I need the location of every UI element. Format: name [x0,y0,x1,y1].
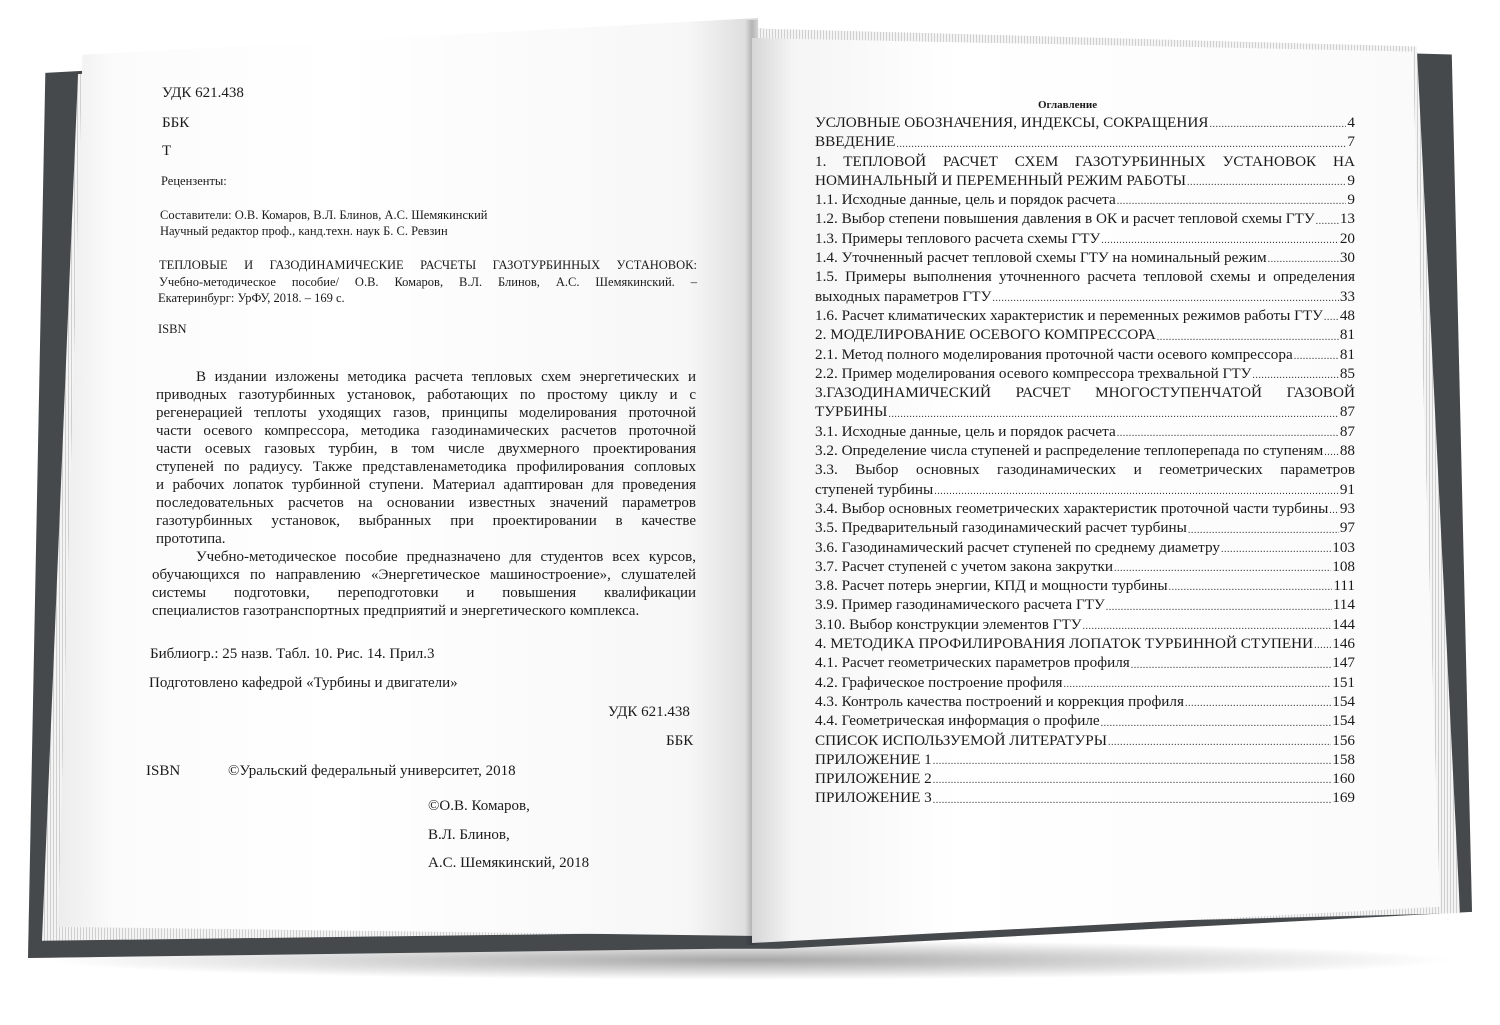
toc-item[interactable]: 3.5. Предварительный газодинамический расчет турбины ..... 97 [815,518,1355,537]
isbn-bottom: ISBN [146,763,181,779]
copyright-shemyakinsky: А.С. Шемякинский, 2018 [428,855,590,871]
toc-item[interactable]: выходных параметров ГТУ ..... 33 [815,287,1355,306]
toc-item[interactable]: ПРИЛОЖЕНИЕ 3 ..... 169 [815,788,1355,807]
t-letter: Т [162,143,172,159]
copyright-komarov: ©О.В. Комаров, [428,798,530,814]
toc-item[interactable]: УСЛОВНЫЕ ОБОЗНАЧЕНИЯ, ИНДЕКСЫ, СОКРАЩЕНИЯ ..... 4 [815,113,1355,132]
udk-top: УДК 621.438 [162,85,244,101]
book-title: ТЕПЛОВЫЕ И ГАЗОДИНАМИЧЕСКИЕ РАСЧЕТЫ ГАЗОТУРБИННЫХ УСТАНОВОК: [159,258,697,272]
toc-item[interactable]: 3.4. Выбор основных геометрических характеристик проточной части турбины ..... 93 [815,499,1355,518]
toc-item[interactable]: 1.1. Исходные данные, цель и порядок расчета ..... 9 [815,190,1355,209]
toc-item[interactable]: 4. МЕТОДИКА ПРОФИЛИРОВАНИЯ ЛОПАТОК ТУРБИННОЙ СТУПЕНИ ..... 146 [815,634,1355,653]
table-of-contents [815,113,1355,808]
toc-item[interactable]: 2.2. Пример моделирования осевого компрессора трехвальной ГТУ ..... 85 [815,364,1355,383]
book-imprint: Екатеринбург: УрФУ, 2018. – 169 с. [158,291,345,305]
toc-item[interactable]: 1.6. Расчет климатических характеристик и переменных режимов работы ГТУ ..... 48 [815,306,1355,325]
toc-item[interactable]: 3.6. Газодинамический расчет ступеней по среднему диаметру ..... 103 [815,538,1355,557]
toc-item[interactable]: 1.3. Примеры теплового расчета схемы ГТУ ..... 20 [815,229,1355,248]
abstract-line: Учебно-методическое пособие предназначено для студентов всех курсов, [196,549,696,565]
toc-item[interactable]: ступеней турбины ..... 91 [815,480,1355,499]
toc-item[interactable]: 3.ГАЗОДИНАМИЧЕСКИЙ РАСЧЕТ МНОГОСТУПЕНЧАТОЙ ГАЗОВОЙ [815,384,1355,402]
toc-item[interactable]: ПРИЛОЖЕНИЕ 2 ..... 160 [815,769,1355,788]
reviewers-label: Рецензенты: [161,174,227,188]
abstract-line: последовательных расчетов на основании известных значений параметров [156,495,696,511]
abstract-line: и рабочих лопаток турбинной ступени. Материал адаптирован для проведения [156,477,696,493]
abstract-line: приводных газотурбинных установок, работающих по простому циклу и с [156,387,696,403]
toc-item[interactable]: 2.1. Метод полного моделирования проточной части осевого компрессора ..... 81 [815,345,1355,364]
toc-item[interactable]: 2. МОДЕЛИРОВАНИЕ ОСЕВОГО КОМПРЕССОРА ..... 81 [815,325,1355,344]
biblio-line: Библиогр.: 25 назв. Табл. 10. Рис. 14. Прил.3 [150,646,435,662]
toc-item[interactable]: 1.4. Уточненный расчет тепловой схемы ГТУ на номинальный режим ..... 30 [815,248,1355,267]
abstract-line: части осевого компрессора, методика газодинамических расчетов проточной [156,423,696,439]
toc-item[interactable]: 4.1. Расчет геометрических параметров профиля ..... 147 [815,653,1355,672]
toc-item[interactable]: 3.7. Расчет ступеней с учетом закона закрутки ..... 108 [815,557,1355,576]
abstract-line: специалистов газотранспортных предприятий и энергетического комплекса. [152,603,640,619]
toc-item[interactable]: 3.1. Исходные данные, цель и порядок расчета ..... 87 [815,422,1355,441]
abstract-line: части осевых газовых турбин, в том числе двухмерного проектирования [156,441,696,457]
toc-item[interactable]: 3.8. Расчет потерь энергии, КПД и мощности турбины ..... 111 [815,576,1355,595]
toc-item[interactable]: ПРИЛОЖЕНИЕ 1 ..... 158 [815,750,1355,769]
abstract-line: прототипа. [156,531,226,547]
prepared-by: Подготовлено кафедрой «Турбины и двигатели» [149,675,458,691]
toc-item[interactable]: 1. ТЕПЛОВОЙ РАСЧЕТ СХЕМ ГАЗОТУРБИННЫХ УСТАНОВОК НА [815,152,1355,170]
abstract-line: обучающихся по направлению «Энергетическое машиностроение», слушателей [152,567,696,583]
abstract-line: регенерацией теплоты уходящих газов, принципы моделирования проточной [156,405,696,421]
editor-line: Научный редактор проф., канд.техн. наук Б. С. Ревзин [160,224,448,238]
compilers-line: Составители: О.В. Комаров, В.Л. Блинов, А.С. Шемякинский [160,208,488,222]
book-description: Учебно-методическое пособие/ О.В. Комаров, В.Л. Блинов, А.С. Шемякинский. – [159,275,697,289]
toc-item[interactable]: 4.3. Контроль качества построений и коррекция профиля ..... 154 [815,692,1355,711]
copyright-blinov: В.Л. Блинов, [428,827,510,843]
toc-item[interactable]: НОМИНАЛЬНЫЙ И ПЕРЕМЕННЫЙ РЕЖИМ РАБОТЫ ..... 9 [815,171,1355,190]
toc-item[interactable]: ТУРБИНЫ ..... 87 [815,402,1355,421]
udk-bottom: УДК 621.438 [608,704,690,720]
toc-item[interactable]: 3.10. Выбор конструкции элементов ГТУ ..... 144 [815,615,1355,634]
toc-item[interactable]: 3.9. Пример газодинамического расчета ГТУ ..... 114 [815,595,1355,614]
toc-item[interactable]: 4.2. Графическое построение профиля ..... 151 [815,673,1355,692]
toc-item[interactable]: СПИСОК ИСПОЛЬЗУЕМОЙ ЛИТЕРАТУРЫ ..... 156 [815,731,1355,750]
isbn-top: ISBN [158,322,187,336]
toc-item[interactable]: ВВЕДЕНИЕ ..... 7 [815,132,1355,151]
toc-item[interactable]: 1.2. Выбор степени повышения давления в ОК и расчет тепловой схемы ГТУ ..... 13 [815,209,1355,228]
abstract-line: газотурбинных установок, выбранных при проектировании в качестве [156,513,696,529]
copyright-university: ©Уральский федеральный университет, 2018 [228,763,516,779]
abstract-line: В издании изложены методика расчета тепловых схем энергетических и [196,369,696,385]
abstract-line: системы подготовки, переподготовки и повышения квалификации [152,585,696,601]
toc-item[interactable]: 3.3. Выбор основных газодинамических и геометрических параметров [815,461,1355,479]
abstract-line: ступеней по радиусу. Также представленаметодика профилирования сопловых [156,459,696,475]
toc-item[interactable]: 3.2. Определение числа ступеней и распределение теплоперепада по ступеням ..... 88 [815,441,1355,460]
toc-title: Оглавление [1038,99,1098,111]
bbk-bottom: ББК [666,733,694,749]
bbk-top: ББК [162,115,190,131]
toc-item[interactable]: 4.4. Геометрическая информация о профиле ..... 154 [815,711,1355,730]
toc-item[interactable]: 1.5. Примеры выполнения уточненного расчета тепловой схемы и определения [815,268,1355,286]
